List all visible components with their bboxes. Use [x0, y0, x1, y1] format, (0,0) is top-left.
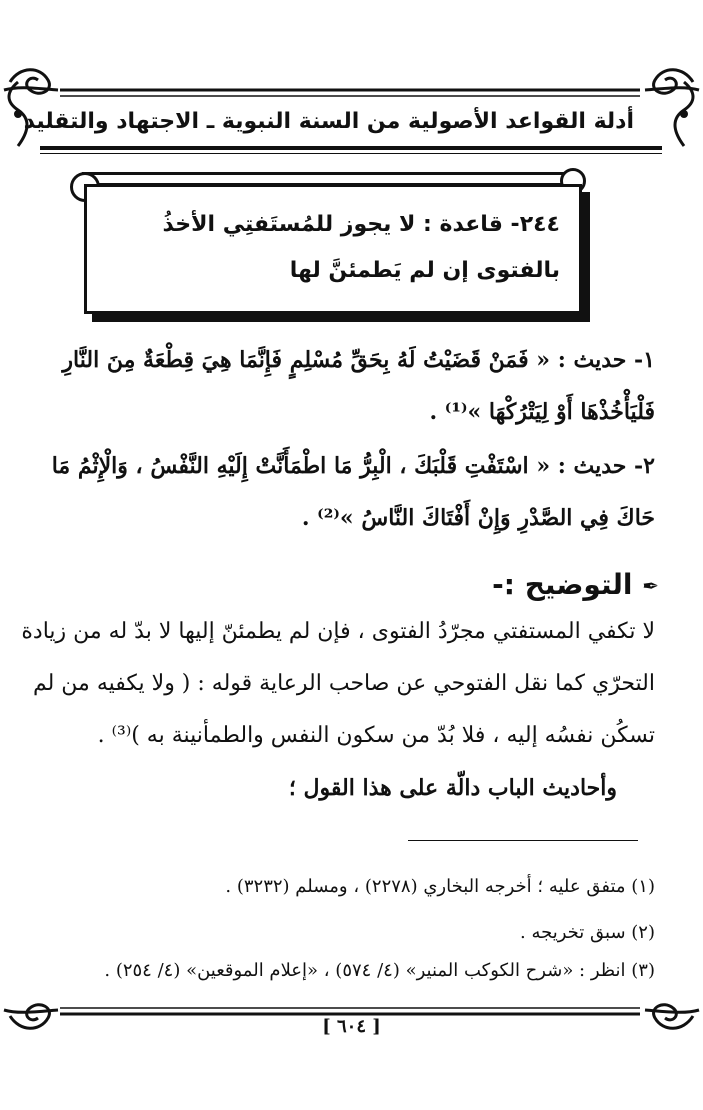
rule-title-line-2: بالفتوى إن لم يَطمئنَّ لها [289, 258, 560, 283]
footnote-rule [408, 840, 638, 841]
page-number: [ ٦٠٤ ] [322, 1016, 381, 1037]
rule-scroll-box [84, 184, 582, 314]
explanation-heading-text: التوضيح :- [492, 568, 633, 601]
pen-icon: ✒ [642, 574, 659, 598]
header-ornament [0, 60, 703, 104]
hadith-1-line-1: ١- حديث : « فَمَنْ قَضَيْتُ لَهُ بِحَقِّ مُسْلِمٍ فَإِنَّمَا هِيَ قِطْعَةٌ مِنَ النَّارِ [62, 347, 655, 373]
explanation-line-1: لا تكفي المستفتي مجرّدُ الفتوى ، فإن لم يطمئنّ إليها لا بدّ له من زيادة [21, 619, 655, 644]
header-rule-thin [40, 153, 662, 154]
hadith-2-line-2: حَاكَ فِي الصَّدْرِ وَإِنْ أَفْتَاكَ النَّاسُ »⁽²⁾ . [301, 505, 655, 531]
running-header-title: أدلة القواعد الأصولية من السنة النبوية ـ الاجتهاد والتقليد [23, 109, 634, 134]
rule-title-line-1: ٢٤٤- قاعدة : لا يجوز للمُستَفتِي الأخذُ [162, 212, 560, 237]
hadith-1-line-2: فَلْيَأْخُذْهَا أَوْ لِيَتْرُكْهَا »⁽¹⁾ . [429, 399, 655, 425]
hadith-2-line-1: ٢- حديث : « اسْتَفْتِ قَلْبَكَ ، الْبِرُّ مَا اطْمَأَنَّتْ إِلَيْهِ النَّفْسُ ، وَالْإِثْمُ مَا [51, 453, 655, 479]
explanation-heading [492, 568, 659, 601]
header-side-ornament-right [668, 78, 700, 150]
footnote-1: (١) متفق عليه ؛ أخرجه البخاري (٢٢٧٨) ، ومسلم (٣٢٣٢) . [225, 876, 655, 897]
explanation-line-4: وأحاديث الباب دالّة على هذا القول ؛ [288, 775, 617, 801]
footnote-2: (٢) سبق تخريجه . [520, 922, 655, 943]
explanation-line-3: تسكُن نفسُه إليه ، فلا بُدّ من سكون النفس والطمأنينة به )⁽³⁾ . [97, 723, 655, 748]
explanation-line-2: التحرّي كما نقل الفتوحي عن صاحب الرعاية قوله : ( ولا يكفيه من لم [32, 671, 655, 696]
header-rule [40, 146, 662, 150]
footnote-3: (٣) انظر : «شرح الكوكب المنير» (٤/ ٥٧٤) ، «إعلام الموقعين» (٤/ ٢٥٤) . [104, 960, 655, 981]
